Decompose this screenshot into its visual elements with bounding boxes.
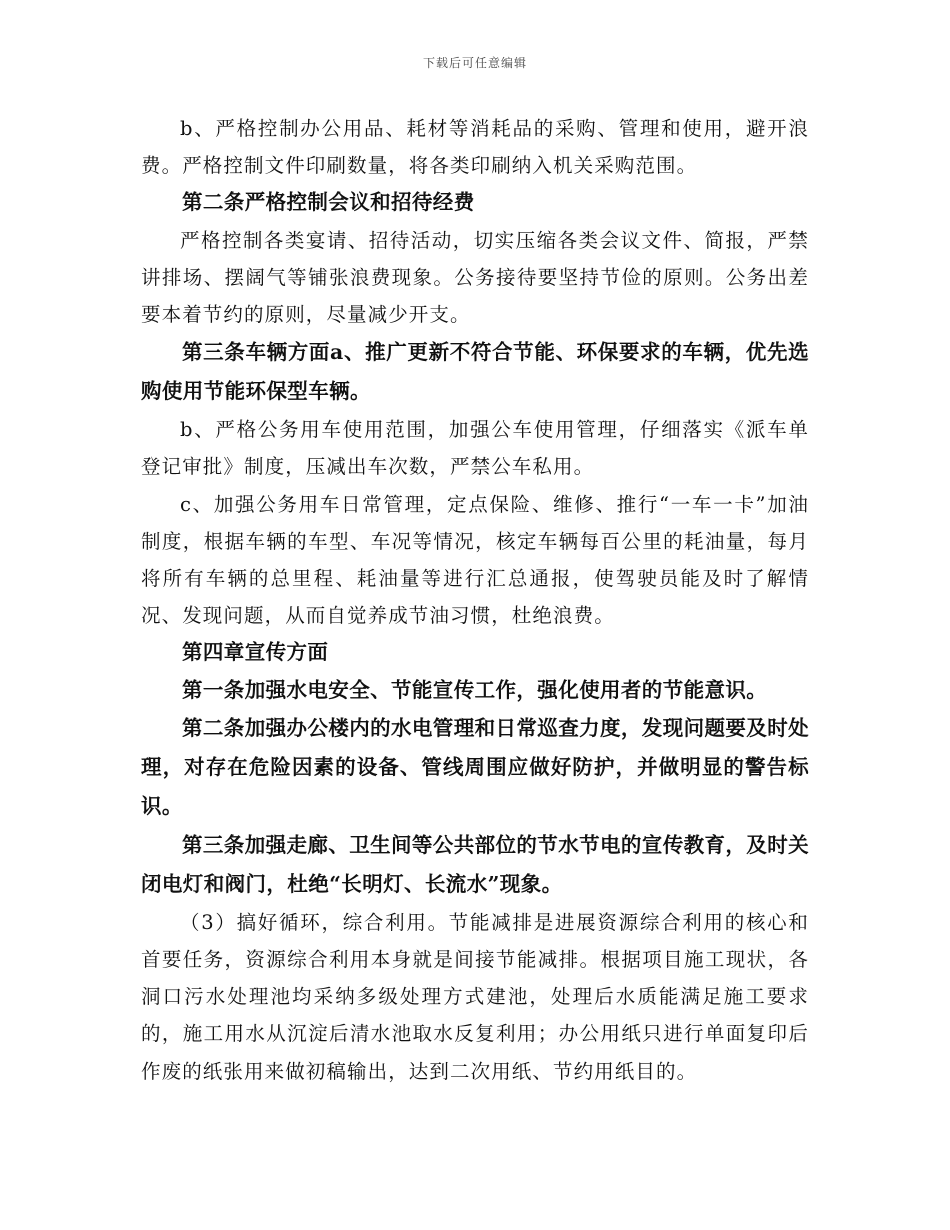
heading-meeting-expenses: 第二条严格控制会议和招待经费 <box>182 190 475 215</box>
paragraph-recycling: （3）搞好循环，综合利用。节能减排是进展资源综合利用的核心和首要任务，资源综合利用本身就是间接节能减排。根据项目施工现状，各洞口污水处理池均采纳多级处理方式建池，处理后水质能满足施工要求的，施工用水从沉淀后清水池取水反复利用；办公用纸只进行单面复印后作废的纸张用来做初稿输出，达到二次用纸、节约用纸目的。 <box>141 910 809 1083</box>
document-body <box>141 110 809 1090</box>
heading-article-one: 第一条加强水电安全、节能宣传工作，强化使用者的节能意识。 <box>182 677 768 702</box>
heading-article-two: 第二条加强办公楼内的水电管理和日常巡查力度，发现问题要及时处理，对存在危险因素的设备、管线周围应做好防护，并做明显的警告标识。 <box>141 715 809 818</box>
heading-article-three: 第三条加强走廊、卫生间等公共部位的节水节电的宣传教育，及时关闭电灯和阀门，杜绝“长明灯、长流水”现象。 <box>141 832 809 896</box>
paragraph-office-supplies: b、严格控制办公用品、耗材等消耗品的采购、管理和使用，避开浪费。严格控制文件印刷数量，将各类印刷纳入机关采购范围。 <box>141 117 809 178</box>
heading-chapter-four: 第四章宣传方面 <box>182 640 329 665</box>
paragraph-vehicle-usage: b、严格公务用车使用范围，加强公车使用管理，仔细落实《派车单登记审批》制度，压减出车次数，严禁公车私用。 <box>141 418 809 479</box>
page-header: 下载后可任意编辑 <box>422 56 527 70</box>
paragraph-reception-control: 严格控制各类宴请、招待活动，切实压缩各类会议文件、简报，严禁讲排场、摆阔气等铺张浪费现象。公务接待要坚持节俭的原则。公务出差要本着节约的原则，尽量减少开支。 <box>141 228 809 327</box>
paragraph-vehicle-management: c、加强公务用车日常管理，定点保险、维修、推行“一车一卡”加油制度，根据车辆的车型、车况等情况，核定车辆每百公里的耗油量，每月将所有车辆的总里程、耗油量等进行汇总通报，使驾驶员能及时了解情况、发现问题，从而自觉养成节油习惯，杜绝浪费。 <box>141 492 809 628</box>
heading-vehicles: 第三条车辆方面a、推广更新不符合节能、环保要求的车辆，优先选购使用节能环保型车辆。 <box>141 340 809 404</box>
